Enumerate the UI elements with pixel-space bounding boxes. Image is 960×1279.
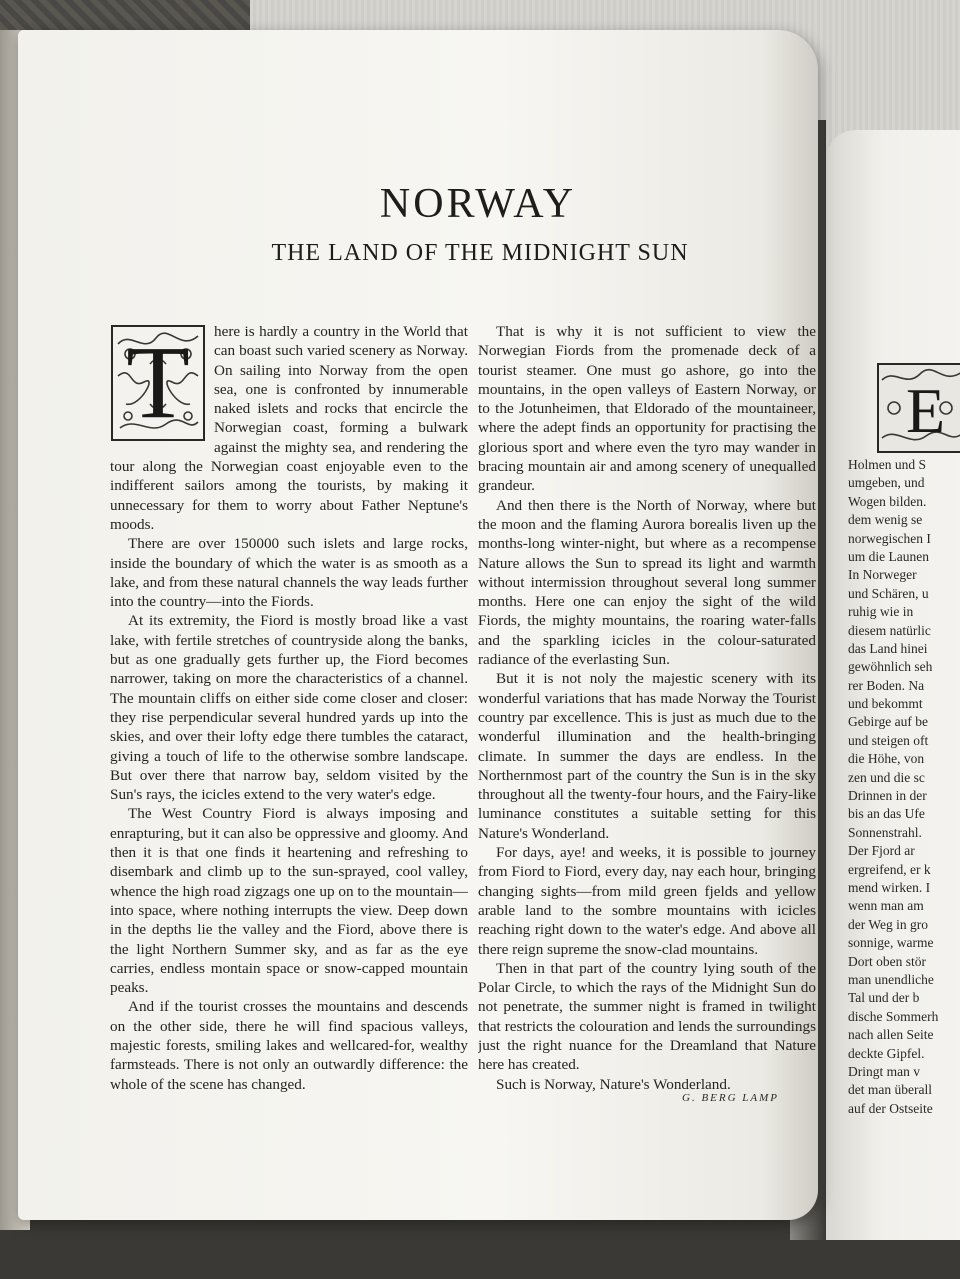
- facing-page-line: um die Launen: [848, 548, 929, 564]
- author-signature: G. BERG LAMP: [682, 1092, 780, 1104]
- facing-page-line: det man überall: [848, 1082, 932, 1098]
- facing-page-line: zen und die sc: [848, 769, 925, 785]
- facing-page-line: diesem natürlic: [848, 622, 931, 638]
- facing-page-line: und Schären, u: [848, 585, 929, 601]
- facing-page-line: dem wenig se: [848, 512, 923, 528]
- facing-page-line: wenn man am: [848, 898, 924, 914]
- paragraph: And then there is the North of Norway, where but the moon and the flaming Aurora borealis liven up the months-long winter-night, but where as a recompense Nature allows the Sun to spread its light and warmth without intermission throughout several long summer months. Here one can enjoy the sight of the wild Fiords, the mighty mountains, the roaring water-falls and the sparkling icicles in the colour-saturated radiance of the everlasting Sun.: [478, 496, 816, 669]
- facing-page-line: norwegischen I: [848, 530, 931, 546]
- facing-page-line: auf der Ostseite: [848, 1100, 933, 1116]
- facing-page-line: nach allen Seite: [848, 1027, 934, 1043]
- facing-page-line: ergreifend, er k: [848, 861, 931, 877]
- facing-page-line: mend wirken. I: [848, 879, 931, 895]
- paragraph: For days, aye! and weeks, it is possible to journey from Fiord to Fiord, every day, nay each hour, bringing changing sights—from mild green fjelds and yellow arable land to the sombre mountains with icicles reaching right down to the water's edge. And above all there reign supreme the snow-clad mountains.: [478, 844, 816, 958]
- facing-page-text: [848, 456, 960, 1118]
- floral-ornament-icon: [876, 362, 960, 454]
- paragraph: Such is Norway, Nature's Wonderland.: [496, 1075, 731, 1093]
- facing-page-line: Dringt man v: [848, 1063, 920, 1079]
- facing-page-line: und bekommt: [848, 696, 923, 712]
- facing-page-line: sonnige, warme: [848, 935, 934, 951]
- paragraph: And if the tourist crosses the mountains and descends on the other side, there he will find spacious valleys, majestic forests, smiling lakes and wellcared-for, wealthy farmsteads. There is not only an outwardly difference: the whole of the scene has changed.: [110, 998, 468, 1093]
- facing-page-line: In Norweger: [848, 567, 917, 583]
- page-title: NORWAY: [379, 181, 577, 227]
- facing-page-line: das Land hinei: [848, 640, 928, 656]
- paragraph: Then in that part of the country lying south of the Polar Circle, to which the rays of the Midnight Sun do not penetrate, the summer night is framed in twilight that restricts the colouration and lends the surroundings just the right nuance for the Dreamland that Nature here has created.: [478, 959, 816, 1074]
- facing-page-drop-cap: [876, 362, 960, 454]
- facing-page-line: gewöhnlich seh: [848, 659, 933, 675]
- facing-page-line: umgeben, und: [848, 475, 925, 491]
- paragraph: That is why it is not sufficient to view the Norwegian Fiords from the promenade deck of a tourist steamer. One must go ashore, go into the mountains, in the open valleys of Eastern Norway, or to the Jotunheimen, that Eldorado of the mountaineer, where the adept finds an opportunity for practising the glorious sport and where even the tyro may wander in bracing mountain air and among scenery of unequalled grandeur.: [478, 323, 816, 495]
- drop-cap-letter: T: [126, 325, 190, 440]
- paragraph: At its extremity, the Fiord is mostly broad like a vast lake, with fertile stretches of countryside along the banks, but as one gradually gets further up, the Fiord becomes narrower, taking on more the characteristics of a channel. The mountain cliffs on either side come closer and closer: they rise perpendicular several hundred yards up into the skies, and over their lofty edge there tumbles the cataract, giving a touch of life to the otherwise sombre landscape. But over there that narrow bay, seldom visited by the Sun's rays, the icicles extend to the very water's edge.: [110, 612, 468, 804]
- facing-page-line: Gebirge auf be: [848, 714, 928, 730]
- facing-page-line: Holmen und S: [848, 457, 927, 472]
- facing-page-line: man unendliche: [848, 971, 934, 987]
- paragraph: here is hardly a country in the World that can boast such varied scenery as Norway. On sailing into Norway from the open sea, one is confronted by innumerable naked islets and rocks that encircle the Norwegian coast, forming a bulwark against the mighty sea, and rendering the tour along the Norwegian coast enjoyable even to the indifferent sailors among the tourists, by making it unnecessary for them to worry about Father Neptune's moods.: [110, 323, 468, 533]
- facing-page-line: Tal und der b: [848, 990, 920, 1006]
- facing-page-line: rer Boden. Na: [848, 677, 925, 693]
- left-text-column: [110, 322, 468, 1094]
- facing-page-line: Wogen bilden.: [848, 493, 927, 509]
- paragraph: But it is not noly the majestic scenery with its wonderful variations that has made Norway the Tourist country par excellence. This is just as much due to the wonderful illumination and the health-bringing climate. In summer the days are endless. In the Northernmost part of the country the Sun is in the sky throughout all the twenty-four hours, and the Fairy-like luminance constitutes a suitable setting for this Nature's Wonderland.: [478, 670, 816, 842]
- facing-page-line: Der Fjord ar: [848, 843, 915, 859]
- ornamental-drop-cap: [110, 324, 206, 442]
- facing-page-line: Drinnen in der: [848, 788, 927, 804]
- facing-page-line: bis an das Ufe: [848, 806, 925, 822]
- page-subtitle: THE LAND OF THE MIDNIGHT SUN: [271, 240, 689, 266]
- facing-page-line: und steigen oft: [848, 732, 929, 748]
- right-text-column: [478, 322, 816, 1112]
- facing-page-line: dische Sommerh: [848, 1008, 939, 1024]
- facing-page-line: der Weg in gro: [848, 916, 929, 932]
- facing-page-line: Dort oben stör: [848, 953, 926, 969]
- facing-page-line: die Höhe, von: [848, 751, 925, 767]
- facing-page-line: deckte Gipfel.: [848, 1045, 925, 1061]
- paragraph: There are over 150000 such islets and large rocks, inside the boundary of which the water is as smooth as a lake, and from these natural channels the way leads further into the country—into the Fiords.: [110, 535, 468, 611]
- paragraph: The West Country Fiord is always imposing and enrapturing, but it can also be oppressive and gloomy. And then it is that one finds it heartening and refreshing to disembark and climb up to the sun-sprayed, cool valley, whence the high road zigzags one up on to the mountain—into space, where nothing interrupts the view. Deep down in the depths lie the valley and the Fiord, above there is the light Northern Summer sky, and as far as the eye carries, endless montain space or snow-capped mountain peaks.: [110, 805, 468, 997]
- facing-page-line: ruhig wie in: [848, 604, 914, 620]
- svg-text:E: E: [906, 375, 946, 446]
- facing-page-line: Sonnenstrahl.: [848, 824, 922, 840]
